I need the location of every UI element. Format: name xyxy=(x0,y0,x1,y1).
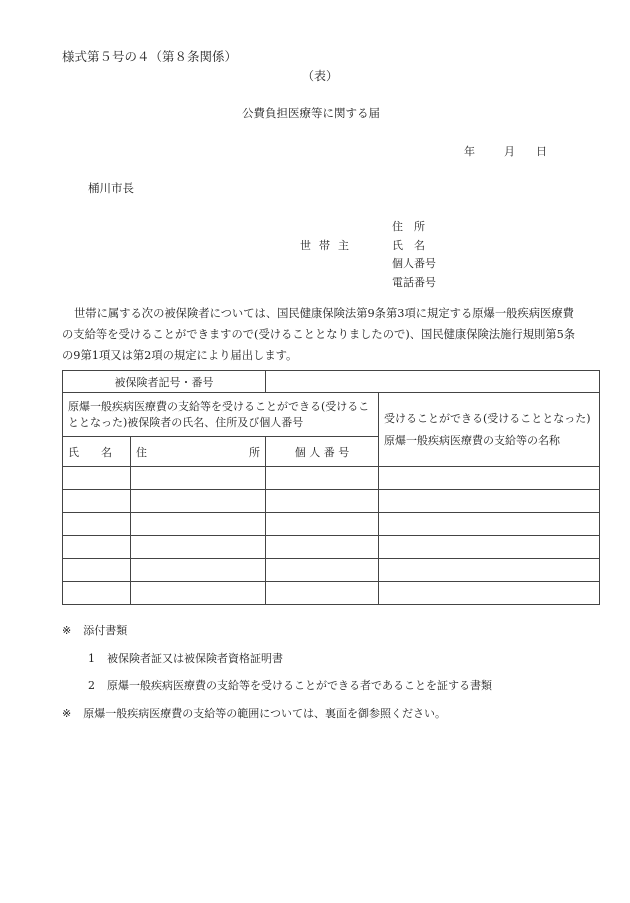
table-cell[interactable] xyxy=(131,536,266,559)
table-row xyxy=(63,582,600,605)
date-line xyxy=(464,143,547,159)
attachment-item-2 xyxy=(88,677,492,693)
table-cell[interactable] xyxy=(379,467,600,490)
attachments-heading xyxy=(62,622,127,638)
table-row xyxy=(63,536,600,559)
table-cell[interactable] xyxy=(266,490,379,513)
field-name-label: 氏 名 xyxy=(392,239,425,252)
attachment-item-2-num: 2 xyxy=(88,679,95,692)
attachment-item-2-text: 原爆一般疾病医療費の支給等を受けることができる者であることを証する書類 xyxy=(107,679,492,692)
table-cell[interactable] xyxy=(63,536,131,559)
table-cell[interactable] xyxy=(266,513,379,536)
table-cell[interactable] xyxy=(379,490,600,513)
table-cell[interactable] xyxy=(266,467,379,490)
table-cell[interactable] xyxy=(63,490,131,513)
declaration-text xyxy=(62,303,578,366)
table-cell[interactable] xyxy=(131,559,266,582)
right-header: 受けることができる(受けることとなった)原爆一般疾病医療費の支給等の名称 xyxy=(379,393,600,467)
declaration-body: 世帯に属する次の被保険者については、国民健康保険法第9条第3項に規定する原爆一般疾病医療費の支給等を受けることができますので(受けることとなりましたので)、国民健康保険法施行規則第5条の9第1項又は第2項の規定により届出します。 xyxy=(62,307,576,362)
col-address-left: 住 xyxy=(136,445,147,459)
left-header: 原爆一般疾病医療費の支給等を受けることができる(受けることとなった)被保険者の氏名、住所及び個人番号 xyxy=(63,393,379,437)
table-cell[interactable] xyxy=(63,559,131,582)
table-row xyxy=(63,513,600,536)
table-cell[interactable] xyxy=(379,559,600,582)
col-number-header: 個 人 番 号 xyxy=(266,437,379,467)
table-row xyxy=(63,467,600,490)
date-day: 日 xyxy=(536,145,547,158)
table-cell[interactable] xyxy=(63,467,131,490)
col-name-header: 氏 名 xyxy=(63,437,131,467)
table-cell[interactable] xyxy=(266,536,379,559)
col-address-header xyxy=(131,437,266,467)
addressee: 桶川市長 xyxy=(88,181,134,195)
date-month: 月 xyxy=(504,145,515,158)
table-cell[interactable] xyxy=(131,490,266,513)
attachments-title: 添付書類 xyxy=(83,624,128,637)
table-cell[interactable] xyxy=(131,582,266,605)
insured-number-input[interactable] xyxy=(266,371,600,393)
table-row xyxy=(63,559,600,582)
insured-table xyxy=(62,370,600,605)
attachments-mark: ※ xyxy=(62,624,72,637)
table-cell[interactable] xyxy=(131,467,266,490)
page-side-label: （表） xyxy=(302,69,339,83)
table-cell[interactable] xyxy=(63,582,131,605)
document-title: 公費負担医療等に関する届 xyxy=(242,106,380,120)
table-cell[interactable] xyxy=(379,582,600,605)
insured-number-label: 被保険者記号・番号 xyxy=(63,371,266,393)
col-address-right: 所 xyxy=(249,445,260,459)
attachment-item-1-text: 被保険者証又は被保険者資格証明書 xyxy=(107,652,283,665)
table-cell[interactable] xyxy=(379,513,600,536)
table-cell[interactable] xyxy=(266,559,379,582)
table-row xyxy=(63,490,600,513)
date-year: 年 xyxy=(464,145,475,158)
table-cell[interactable] xyxy=(266,582,379,605)
form-number: 様式第５号の４（第８条関係） xyxy=(62,49,238,64)
table-cell[interactable] xyxy=(379,536,600,559)
attachment-item-1 xyxy=(88,650,283,666)
field-personal-number-label: 個人番号 xyxy=(392,257,436,270)
field-phone-label: 電話番号 xyxy=(392,276,436,289)
reference-note xyxy=(62,705,446,721)
householder-label: 世帯主 xyxy=(300,239,357,252)
table-cell[interactable] xyxy=(131,513,266,536)
field-address-label: 住 所 xyxy=(392,220,425,233)
attachment-item-1-num: 1 xyxy=(88,652,95,665)
table-cell[interactable] xyxy=(63,513,131,536)
reference-text: 原爆一般疾病医療費の支給等の範囲については、裏面を御参照ください。 xyxy=(83,707,446,720)
reference-mark: ※ xyxy=(62,707,72,720)
